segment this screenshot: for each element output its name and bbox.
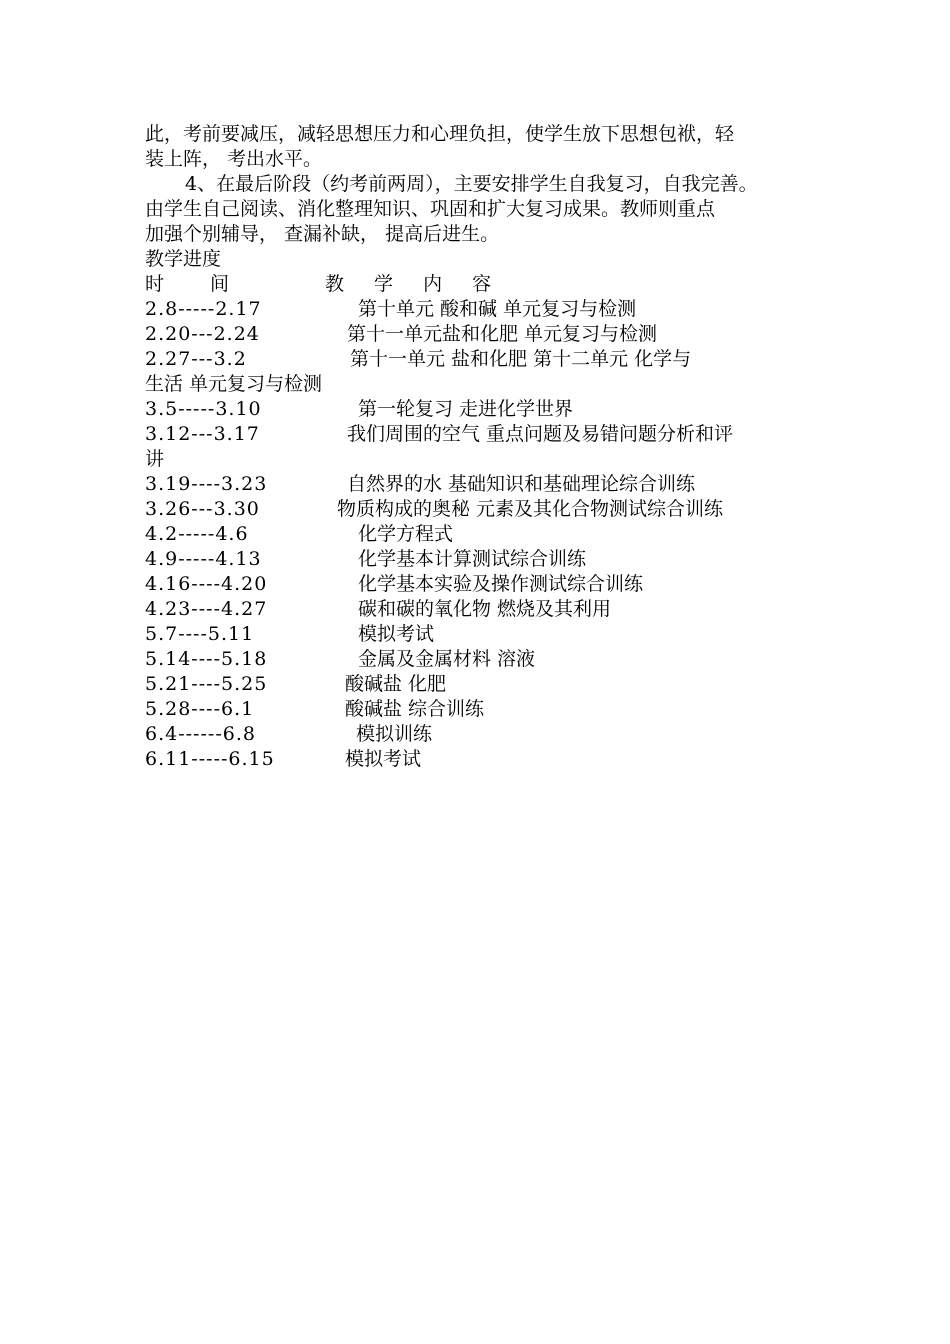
row-content: 酸碱盐 综合训练 bbox=[345, 698, 485, 720]
schedule-row bbox=[145, 297, 815, 322]
row-time: 4.23----4.27 bbox=[145, 598, 268, 620]
header-time: 时 间 bbox=[145, 273, 250, 295]
row-time: 3.5-----3.10 bbox=[145, 398, 262, 420]
schedule-row bbox=[145, 472, 815, 497]
row-content: 模拟考试 bbox=[345, 748, 422, 770]
row-time: 5.28----6.1 bbox=[145, 698, 255, 720]
row-content: 物质构成的奥秘 元素及其化合物测试综合训练 bbox=[337, 498, 724, 520]
row-content: 第十单元 酸和碱 单元复习与检测 bbox=[358, 298, 637, 320]
schedule-row bbox=[145, 747, 815, 772]
schedule-row bbox=[145, 422, 815, 447]
row-time: 3.12---3.17 bbox=[145, 423, 260, 445]
schedule-row bbox=[145, 397, 815, 422]
row-time: 5.14----5.18 bbox=[145, 648, 268, 670]
schedule-row bbox=[145, 722, 815, 747]
schedule-row-continuation bbox=[145, 447, 815, 472]
row-content: 化学方程式 bbox=[358, 523, 454, 545]
paragraph-line: 装上阵， 考出水平。 bbox=[145, 148, 323, 170]
row-content: 金属及金属材料 溶液 bbox=[358, 648, 536, 670]
row-content: 化学基本计算测试综合训练 bbox=[358, 548, 587, 570]
document-page bbox=[145, 122, 815, 772]
row-content: 第十一单元 盐和化肥 第十二单元 化学与 bbox=[350, 348, 692, 370]
row-time: 5.21----5.25 bbox=[145, 673, 268, 695]
row-content: 自然界的水 基础知识和基础理论综合训练 bbox=[347, 473, 696, 495]
row-content: 第一轮复习 走进化学世界 bbox=[358, 398, 574, 420]
schedule-row bbox=[145, 672, 815, 697]
paragraph-line: 此，考前要减压，减轻思想压力和心理负担，使学生放下思想包袱，轻 bbox=[145, 123, 735, 145]
schedule-row bbox=[145, 547, 815, 572]
schedule-row bbox=[145, 697, 815, 722]
row-time: 6.4------6.8 bbox=[145, 723, 256, 745]
row-time: 4.16----4.20 bbox=[145, 573, 268, 595]
schedule-row-continuation bbox=[145, 372, 815, 397]
schedule-title: 教学进度 bbox=[145, 248, 222, 270]
row-time: 2.27---3.2 bbox=[145, 348, 247, 370]
schedule-header bbox=[145, 272, 815, 297]
paragraph-line: 加强个别辅导， 查漏补缺， 提高后进生。 bbox=[145, 223, 500, 245]
schedule-row bbox=[145, 347, 815, 372]
row-content: 模拟考试 bbox=[358, 623, 435, 645]
schedule-row bbox=[145, 622, 815, 647]
schedule-row bbox=[145, 647, 815, 672]
row-time: 5.7----5.11 bbox=[145, 623, 255, 645]
schedule-row bbox=[145, 572, 815, 597]
row-time: 3.26---3.30 bbox=[145, 498, 260, 520]
row-content: 碳和碳的氧化物 燃烧及其利用 bbox=[358, 598, 612, 620]
schedule-row bbox=[145, 322, 815, 347]
schedule-row bbox=[145, 497, 815, 522]
paragraph-line: 由学生自己阅读、消化整理知识、巩固和扩大复习成果。教师则重点 bbox=[145, 198, 716, 220]
row-content-continued: 讲 bbox=[145, 448, 165, 470]
schedule-row bbox=[145, 522, 815, 547]
paragraph-line: 4、在最后阶段（约考前两周），主要安排学生自我复习，自我完善。 bbox=[185, 173, 758, 195]
row-content: 化学基本实验及操作测试综合训练 bbox=[358, 573, 644, 595]
row-content: 酸碱盐 化肥 bbox=[345, 673, 447, 695]
header-content: 教 学 内 容 bbox=[325, 273, 504, 295]
row-content: 模拟训练 bbox=[356, 723, 433, 745]
schedule-row bbox=[145, 597, 815, 622]
row-time: 6.11-----6.15 bbox=[145, 748, 275, 770]
row-content-continued: 生活 单元复习与检测 bbox=[145, 373, 323, 395]
row-time: 2.8-----2.17 bbox=[145, 298, 262, 320]
row-time: 4.2-----4.6 bbox=[145, 523, 249, 545]
row-content: 我们周围的空气 重点问题及易错问题分析和评 bbox=[347, 423, 734, 445]
row-content: 第十一单元盐和化肥 单元复习与检测 bbox=[347, 323, 658, 345]
row-time: 2.20---2.24 bbox=[145, 323, 260, 345]
row-time: 4.9-----4.13 bbox=[145, 548, 262, 570]
row-time: 3.19----3.23 bbox=[145, 473, 268, 495]
